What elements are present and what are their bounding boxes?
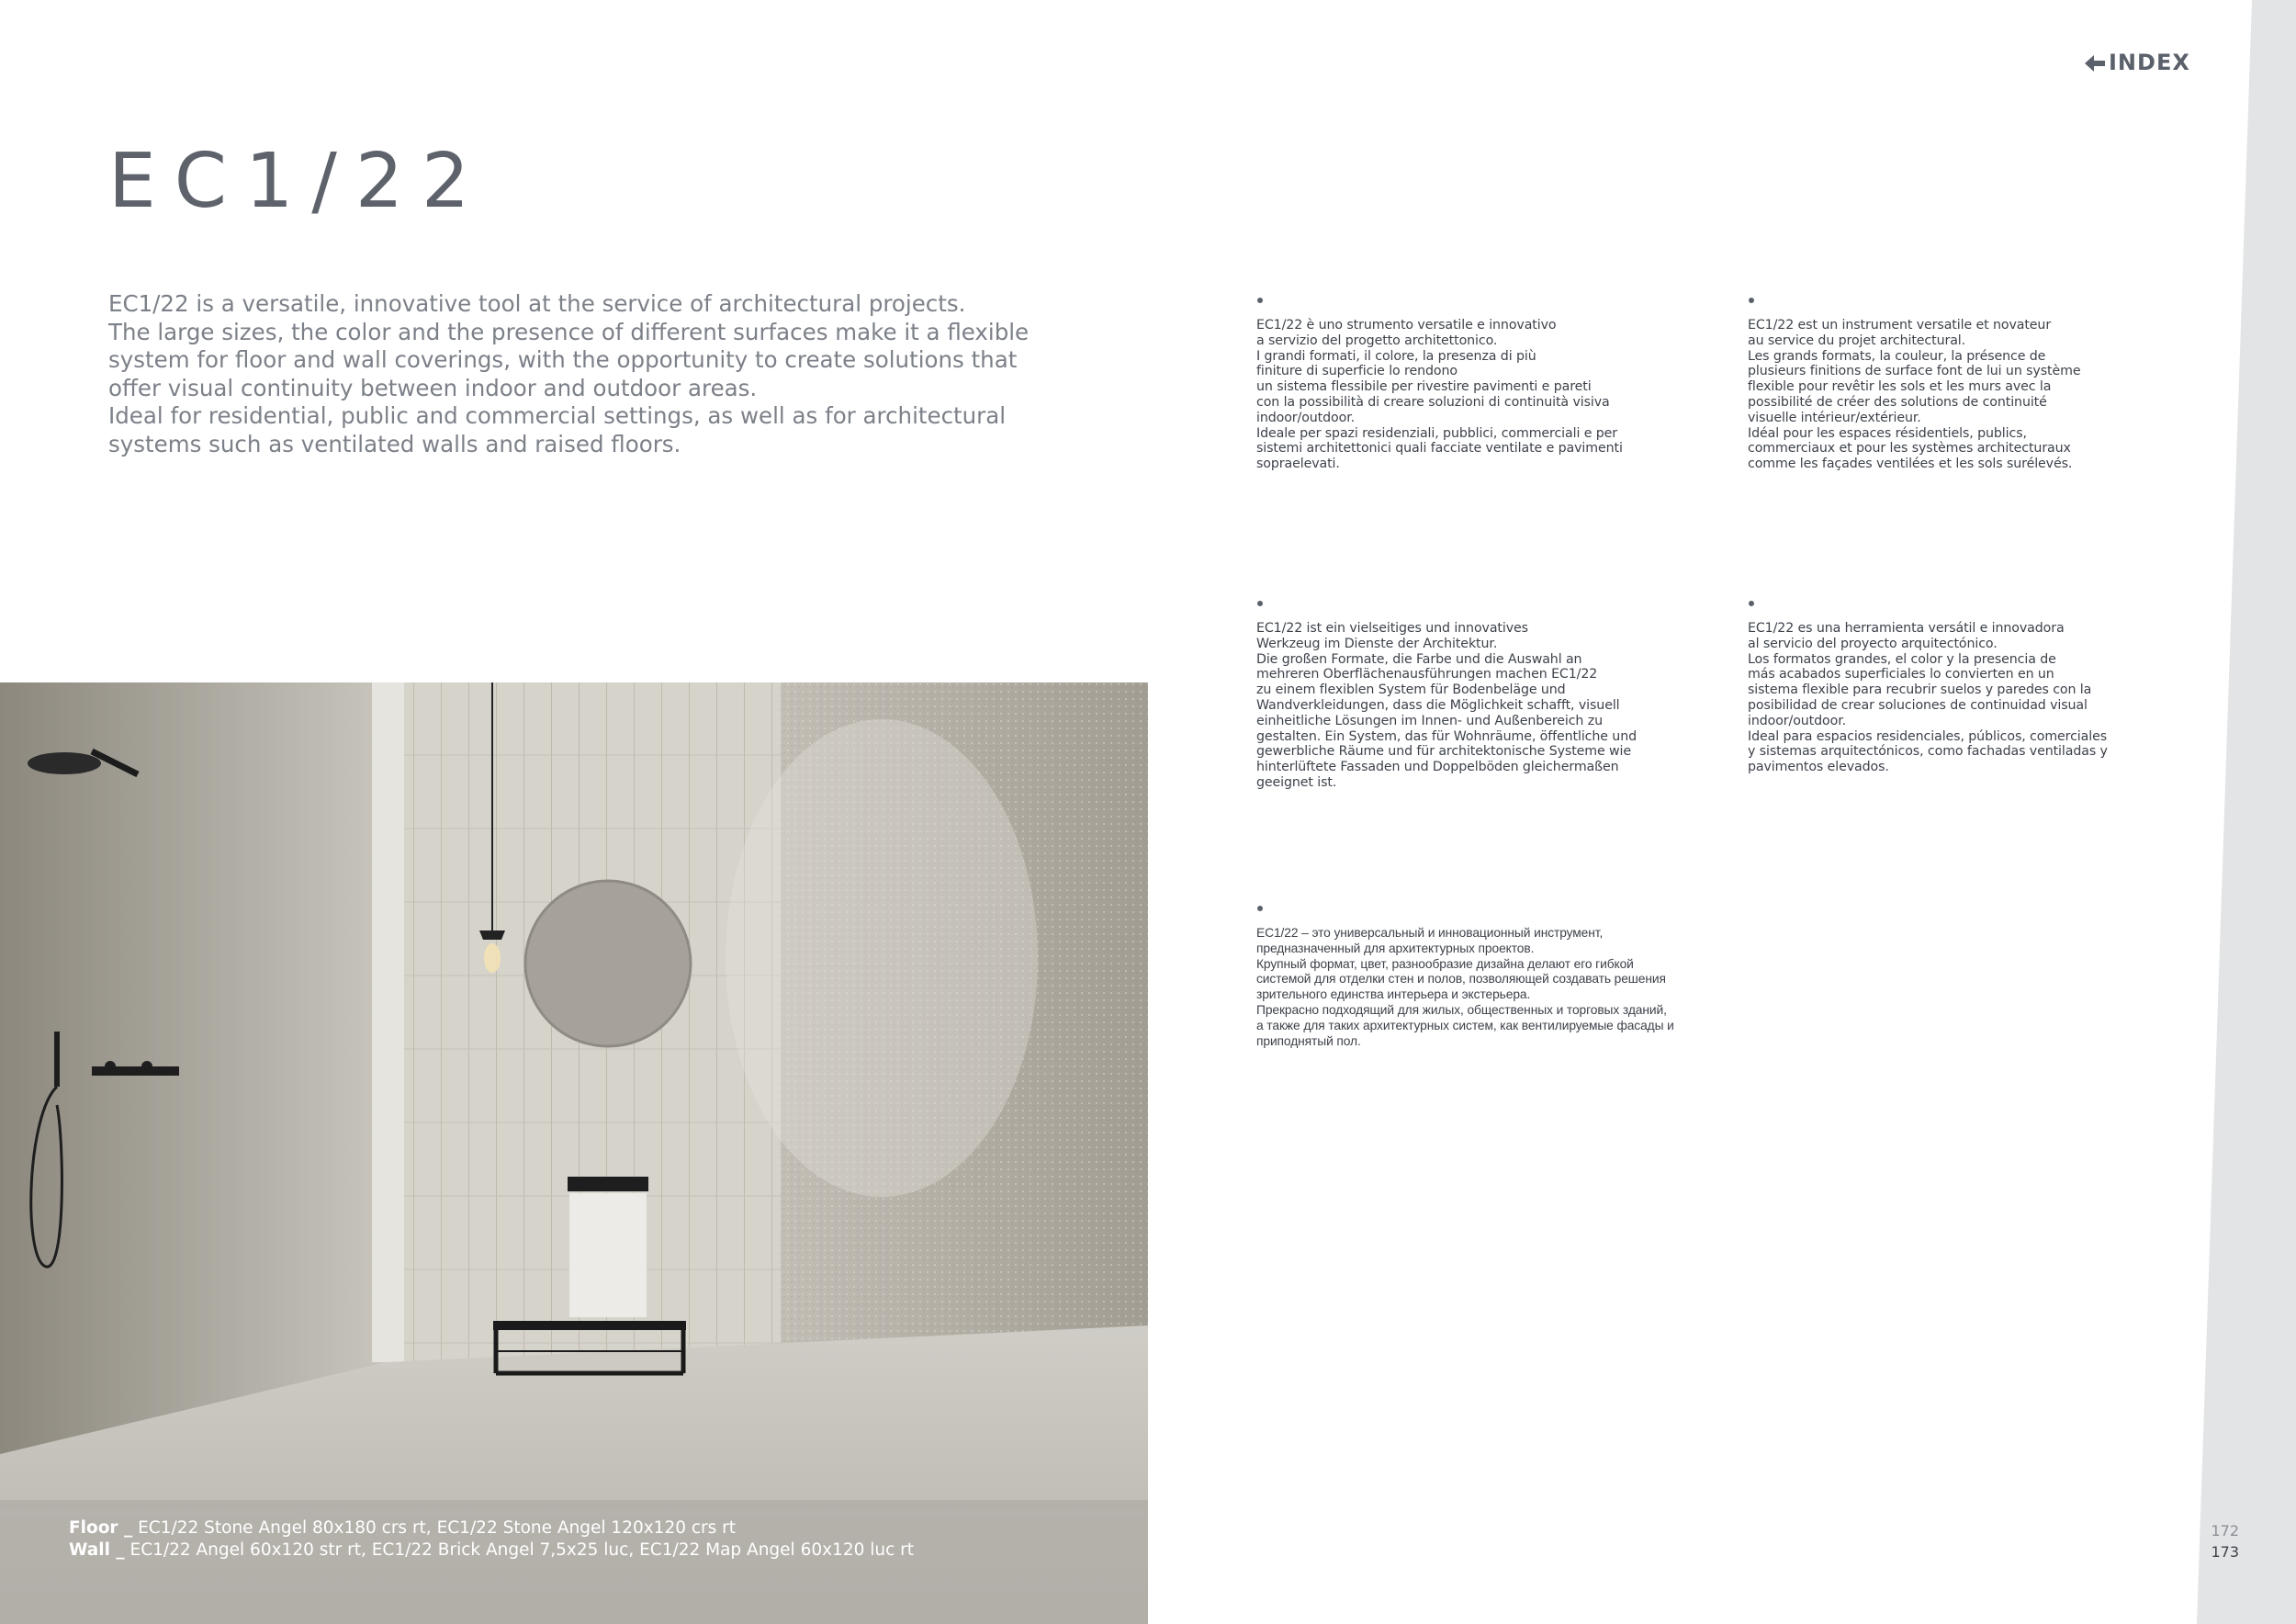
text-line: un sistema flessibile per rivestire pavimenti e pareti — [1256, 379, 1592, 395]
text-line: visuelle intérieur/extérieur. — [1748, 410, 1921, 425]
bullet-dot-icon — [1749, 298, 1754, 303]
text-line: hinterlüftete Fassaden und Doppelböden gleichermaßen — [1256, 760, 1619, 775]
washbasin — [568, 1177, 648, 1317]
text-line: gewerbliche Räume und für architektonische Systeme wie — [1256, 744, 1632, 760]
page-number-right: 173 — [2211, 1543, 2239, 1561]
text-line: con la possibilità di creare soluzioni di continuità visiva — [1256, 394, 1610, 410]
text-line: más acabados superficiales lo convierten en un — [1748, 667, 2054, 682]
bullet-dot-icon — [1257, 601, 1263, 606]
text-line: EC1/22 – это универсальный и инновационный инструмент, — [1256, 926, 1604, 940]
spanish-text-block — [1748, 601, 2189, 775]
index-link[interactable] — [2083, 50, 2190, 75]
text-line: pavimentos elevados. — [1748, 760, 1889, 775]
text-line: au service du projet architectural. — [1748, 333, 1966, 348]
bullet-dot-icon — [1257, 298, 1263, 303]
text-line: приподнятый пол. — [1256, 1033, 1361, 1048]
caption-floor-row — [69, 1517, 914, 1539]
caption-floor-text: EC1/22 Stone Angel 80x180 crs rt, EC1/22 Stone Angel 120x120 crs rt — [138, 1518, 737, 1538]
text-line: finiture di superficie lo rendono — [1256, 364, 1458, 379]
intro-line: systems such as ventilated walls and raised floors. — [108, 430, 681, 457]
text-line: al servicio del proyecto arquitectónico. — [1748, 636, 1998, 651]
text-line: plusieurs finitions de surface font de lui un système — [1748, 364, 2081, 379]
text-line: geeignet ist. — [1256, 774, 1337, 790]
french-text-block — [1748, 298, 2189, 472]
text-line: gestalten. Ein System, das für Wohnräume, öffentliche und — [1256, 728, 1637, 744]
text-line: Ideale per spazi residenziali, pubblici, commerciali e per — [1256, 425, 1618, 441]
text-line: зрительного единства интерьера и экстерьера. — [1256, 987, 1531, 1002]
text-line: Los formatos grandes, el color y la presencia de — [1748, 651, 2056, 667]
text-line: sopraelevati. — [1256, 457, 1340, 472]
text-line: Крупный формат, цвет, разнообразие дизайна делают его гибкой — [1256, 956, 1634, 971]
russian-text-block — [1256, 906, 1697, 1049]
italian-text-block — [1256, 298, 1697, 472]
photo-caption — [69, 1517, 914, 1562]
text-line: Les grands formats, la couleur, la présence de — [1748, 348, 2046, 364]
caption-floor-label: Floor _ — [69, 1518, 133, 1538]
caption-wall-text: EC1/22 Angel 60x120 str rt, EC1/22 Brick Angel 7,5x25 luc, EC1/22 Map Angel 60x120 luc rt — [129, 1540, 915, 1560]
text-line: mehreren Oberflächenausführungen machen EC1/22 — [1256, 667, 1598, 682]
caption-wall-label: Wall _ — [69, 1540, 125, 1560]
text-line: indoor/outdoor. — [1748, 713, 1847, 728]
index-label: INDEX — [2109, 50, 2190, 75]
bathroom-interior-photo — [0, 682, 1148, 1624]
text-line: y sistemas arquitectónicos, como fachadas ventiladas y — [1748, 744, 2108, 760]
text-line: предназначенный для архитектурных проектов. — [1256, 941, 1535, 955]
bullet-dot-icon — [1749, 601, 1754, 606]
text-line: einheitliche Lösungen im Innen- und Außenbereich zu — [1256, 713, 1603, 728]
text-line: a servizio del progetto architettonico. — [1256, 333, 1498, 348]
text-line: EC1/22 è uno strumento versatile e innovativo — [1256, 318, 1557, 333]
text-line: flexible pour revêtir les sols et les murs avec la — [1748, 379, 2052, 395]
bullet-dot-icon — [1257, 906, 1263, 911]
text-line: Wandverkleidungen, dass die Möglichkeit schafft, visuell — [1256, 697, 1620, 713]
text-line: системой для отделки стен и полов, позволяющей создавать решения — [1256, 972, 1666, 987]
text-line: а также для таких архитектурных систем, как вентилируемые фасады и — [1256, 1018, 1674, 1032]
intro-line: offer visual continuity between indoor and outdoor areas. — [108, 374, 758, 401]
text-line: EC1/22 ist ein vielseitiges und innovatives — [1256, 621, 1528, 636]
text-line: indoor/outdoor. — [1256, 410, 1356, 425]
intro-line: The large sizes, the color and the presence of different surfaces make it a flexible — [108, 318, 1030, 345]
caption-wall-row — [69, 1539, 914, 1562]
bathroom-scene-illustration — [0, 682, 1148, 1624]
page-title: EC1/22 — [108, 138, 489, 225]
text-line: Idéal pour les espaces résidentiels, publics, — [1748, 425, 2027, 441]
page-numbers — [2202, 1520, 2239, 1562]
intro-line: EC1/22 is a versatile, innovative tool at the service of architectural projects. — [108, 290, 966, 317]
text-line: Werkzeug im Dienste der Architektur. — [1256, 636, 1498, 651]
text-line: Прекрасно подходящий для жилых, общественных и торговых зданий, — [1256, 1002, 1667, 1017]
text-line: possibilité de créer des solutions de continuité — [1748, 394, 2047, 410]
text-line: sistema flexible para recubrir suelos y paredes con la — [1748, 682, 2092, 698]
text-line: EC1/22 es una herramienta versátil e innovadora — [1748, 621, 2065, 636]
text-line: zu einem flexiblen System für Bodenbeläge und — [1256, 682, 1566, 698]
round-mirror — [525, 881, 691, 1046]
text-line: Die großen Formate, die Farbe und die Auswahl an — [1256, 651, 1582, 667]
text-line: I grandi formati, il colore, la presenza di più — [1256, 348, 1536, 364]
german-text-block — [1256, 601, 1697, 791]
text-line: Ideal para espacios residenciales, públicos, comerciales — [1748, 728, 2107, 744]
text-line: sistemi architettonici quali facciate ventilate e pavimenti — [1256, 441, 1623, 457]
intro-text — [108, 290, 1036, 458]
intro-line: system for floor and wall coverings, with the opportunity to create solutions that — [108, 346, 1018, 373]
arrow-up-icon — [2083, 52, 2107, 73]
text-line: commerciaux et pour les systèmes architecturaux — [1748, 441, 2071, 457]
text-line: comme les façades ventilées et les sols surélevés. — [1748, 457, 2073, 472]
intro-line: Ideal for residential, public and commercial settings, as well as for architectural — [108, 402, 1007, 429]
text-line: posibilidad de crear soluciones de continuidad visual — [1748, 697, 2088, 713]
page-number-left: 172 — [2211, 1522, 2239, 1539]
text-line: EC1/22 est un instrument versatile et novateur — [1748, 318, 2052, 333]
